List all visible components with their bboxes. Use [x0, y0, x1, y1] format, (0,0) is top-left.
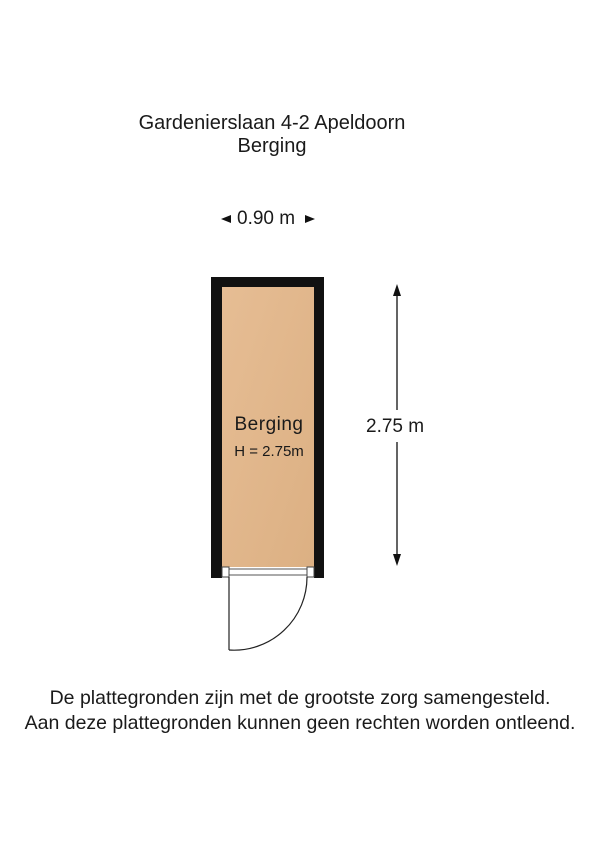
- width-dimension-label: 0.90 m: [237, 208, 296, 229]
- disclaimer-line-1: De plattegronden zijn met de grootste zorg samengesteld.: [49, 687, 551, 709]
- plan-address-title: Gardenierslaan 4-2 Apeldoorn: [138, 112, 406, 134]
- room-height-label: H = 2.75m: [234, 443, 304, 460]
- width-arrow-left-icon: [221, 215, 231, 223]
- plan-floor-subtitle: Berging: [237, 135, 307, 157]
- width-arrow-right-icon: [305, 215, 315, 223]
- disclaimer-line-2: Aan deze plattegronden kunnen geen rechten worden ontleend.: [24, 712, 576, 734]
- door-swing-icon: [229, 577, 307, 650]
- room-name-label: Berging: [234, 414, 304, 435]
- length-dimension-label: 2.75 m: [366, 416, 425, 437]
